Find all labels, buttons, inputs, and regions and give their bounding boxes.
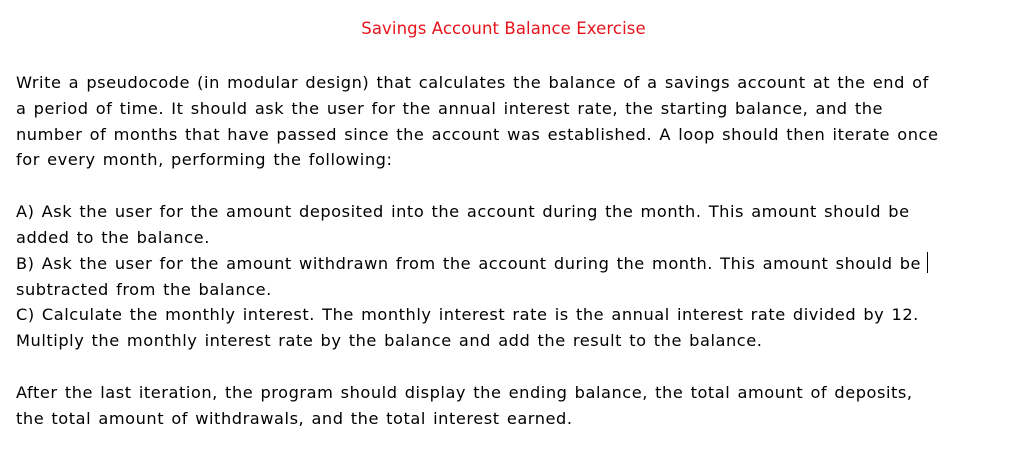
closing-line: the total amount of withdrawals, and the total interest earned. [16, 408, 573, 428]
step-b-line-with-cursor [16, 251, 991, 277]
steps-paragraph [16, 199, 991, 354]
closing-line: After the last iteration, the program should display the ending balance, the total amount of deposits, [16, 382, 913, 402]
intro-line: number of months that have passed since the account was established. A loop should then iterate once [16, 124, 939, 144]
intro-line: for every month, performing the following: [16, 150, 393, 170]
closing-paragraph [16, 380, 991, 432]
intro-line: a period of time. It should ask the user for the annual interest rate, the starting balance, and the [16, 98, 884, 118]
step-a-line: A) Ask the user for the amount deposited into the account during the month. This amount should be [16, 202, 910, 222]
page-title: Savings Account Balance Exercise [361, 19, 646, 38]
exercise-document [16, 18, 991, 432]
step-c-line: C) Calculate the monthly interest. The monthly interest rate is the annual interest rate divided by 12. [16, 305, 919, 325]
step-a-line: added to the balance. [16, 227, 210, 247]
intro-line: Write a pseudocode (in modular design) that calculates the balance of a savings account at the end of [16, 73, 929, 92]
step-b-line: subtracted from the balance. [16, 279, 272, 299]
step-c-line: Multiply the monthly interest rate by the balance and add the result to the balance. [16, 331, 763, 351]
step-b-line: B) Ask the user for the amount withdrawn from the account during the month. This amount should be [16, 253, 922, 273]
text-cursor [927, 252, 928, 273]
intro-paragraph [16, 70, 991, 173]
